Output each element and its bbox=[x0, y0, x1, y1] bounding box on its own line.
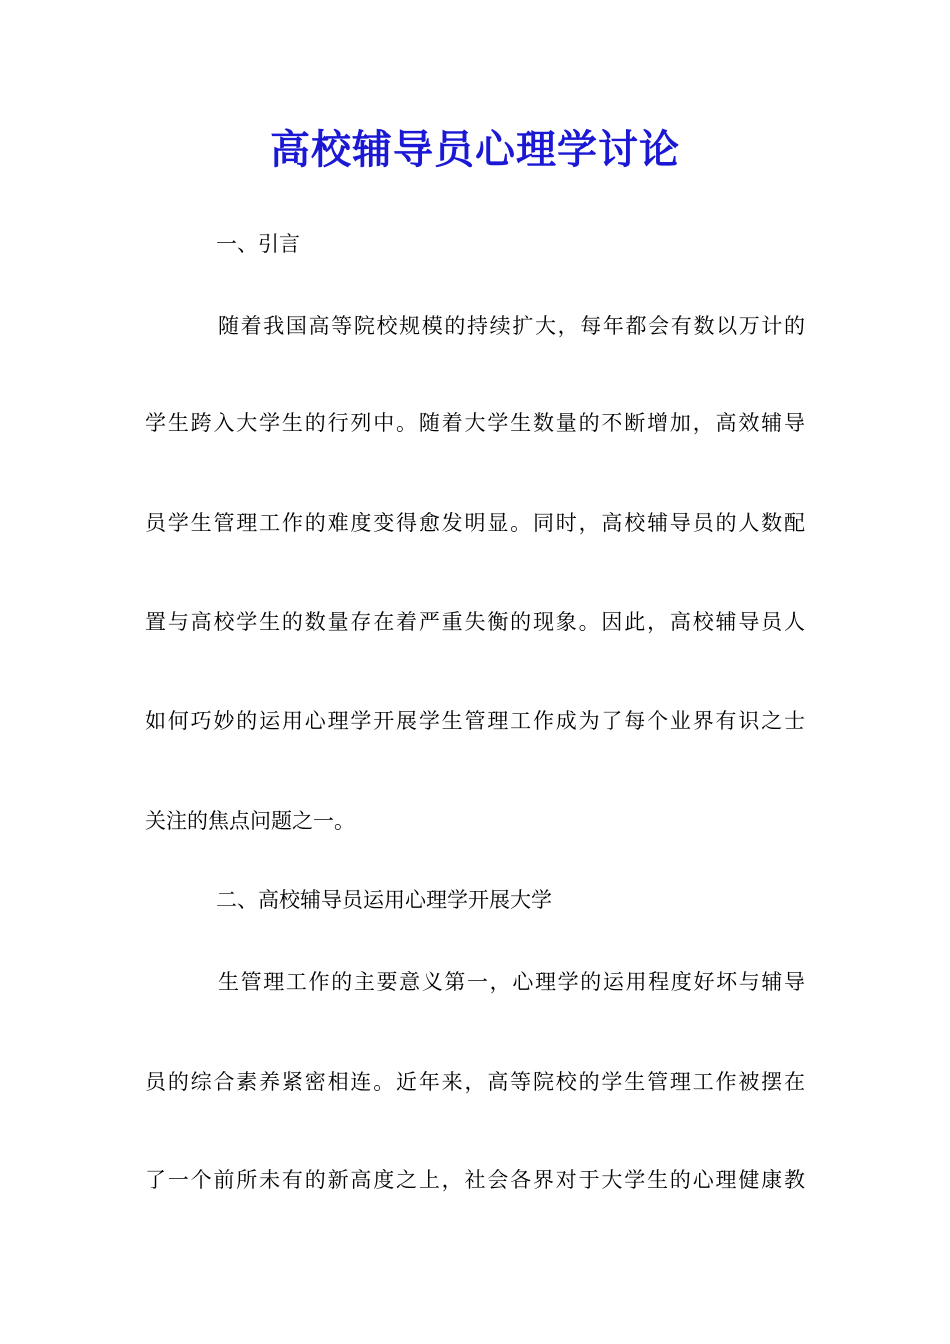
paragraph-line: 员学生管理工作的难度变得愈发明显。同时，高校辅导员的人数配 bbox=[145, 511, 805, 535]
paragraph-line: 员的综合素养紧密相连。近年来，高等院校的学生管理工作被摆在 bbox=[145, 1070, 805, 1094]
paragraph-line: 了一个前所未有的新高度之上，社会各界对于大学生的心理健康教 bbox=[145, 1168, 805, 1192]
paragraph-line: 学生跨入大学生的行列中。随着大学生数量的不断增加，高效辅导 bbox=[145, 411, 805, 435]
document-title: 高校辅导员心理学讨论 bbox=[270, 126, 680, 173]
section-heading-significance: 二、高校辅导员运用心理学开展大学 bbox=[216, 888, 552, 912]
paragraph-line: 如何巧妙的运用心理学开展学生管理工作成为了每个业界有识之士 bbox=[145, 709, 805, 733]
section-heading-introduction: 一、引言 bbox=[216, 232, 300, 256]
paragraph-line: 随着我国高等院校规模的持续扩大，每年都会有数以万计的 bbox=[218, 314, 805, 338]
paragraph-line: 关注的焦点问题之一。 bbox=[145, 809, 355, 833]
paragraph-line: 生管理工作的主要意义第一，心理学的运用程度好坏与辅导 bbox=[218, 970, 805, 994]
paragraph-line: 置与高校学生的数量存在着严重失衡的现象。因此，高校辅导员人 bbox=[145, 610, 805, 634]
